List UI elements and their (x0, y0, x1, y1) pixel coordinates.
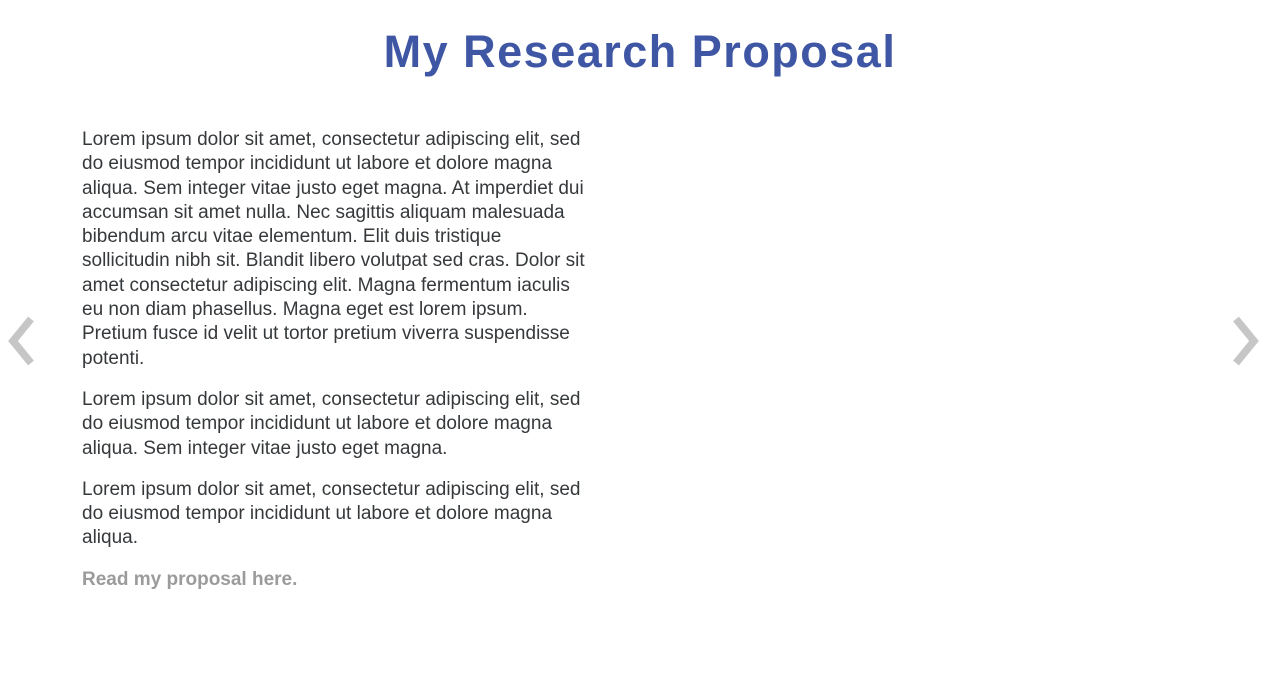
slide-text-column (82, 128, 590, 592)
paragraph-1: Lorem ipsum dolor sit amet, consectetur adipiscing elit, sed do eiusmod tempor incididunt ut labore et dolore magna aliqua. Sem integer vitae justo eget magna. At imperdiet dui accumsan sit amet nulla. Nec sagittis aliquam malesuada bibendum arcu vitae elementum. Elit duis tristique sollicitudin nibh sit. Blandit libero volutpat sed cras. Dolor sit amet consectetur adipiscing elit. Magna fermentum iaculis eu non diam phasellus. Magna eget est lorem ipsum. Pretium fusce id velit ut tortor pretium viverra suspendisse potenti. (82, 129, 585, 369)
page-title: My Research Proposal (383, 26, 897, 77)
carousel-next-button[interactable] (1225, 313, 1261, 369)
chevron-right-icon (1231, 315, 1261, 367)
slide-image-placeholder (640, 100, 1200, 620)
paragraph-2: Lorem ipsum dolor sit amet, consectetur adipiscing elit, sed do eiusmod tempor incididunt ut labore et dolore magna aliqua. Sem integer vitae justo eget magna. (82, 388, 581, 459)
paragraph-3: Lorem ipsum dolor sit amet, consectetur adipiscing elit, sed do eiusmod tempor incididunt ut labore et dolore magna aliqua. (82, 478, 581, 549)
proposal-link[interactable]: Read my proposal here. (82, 568, 298, 590)
